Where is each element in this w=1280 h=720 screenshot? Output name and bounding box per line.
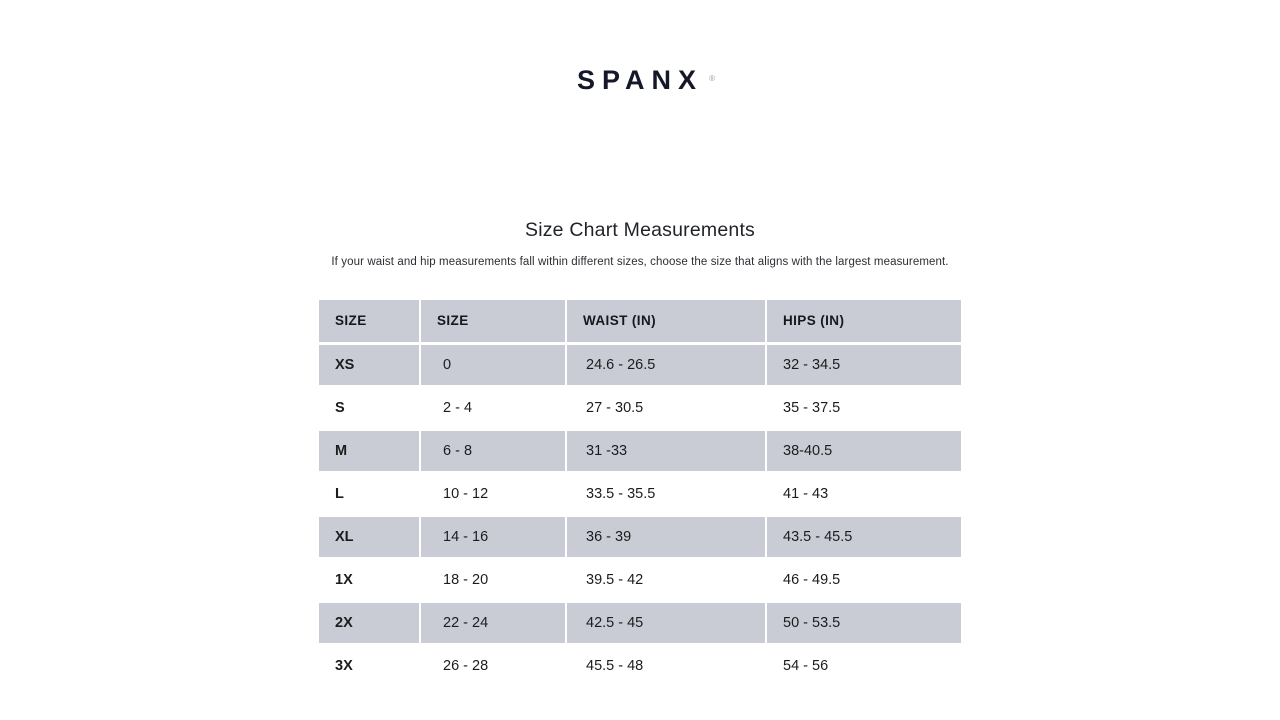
header-waist: WAIST (IN) xyxy=(566,300,766,343)
size-range-cell: 6 - 8 xyxy=(420,429,566,472)
table-row xyxy=(319,472,961,515)
header-size-range: SIZE xyxy=(420,300,566,343)
table-row xyxy=(319,644,961,687)
size-range-cell: 14 - 16 xyxy=(420,515,566,558)
hips-cell: 35 - 37.5 xyxy=(766,386,961,429)
size-label-cell: 3X xyxy=(319,644,420,687)
registered-trademark-icon: ® xyxy=(709,74,716,83)
brand-logo xyxy=(576,64,716,96)
waist-cell: 27 - 30.5 xyxy=(566,386,766,429)
size-range-cell: 18 - 20 xyxy=(420,558,566,601)
waist-cell: 24.6 - 26.5 xyxy=(566,343,766,386)
header-hips: HIPS (IN) xyxy=(766,300,961,343)
hips-cell: 41 - 43 xyxy=(766,472,961,515)
hips-cell: 32 - 34.5 xyxy=(766,343,961,386)
table-row xyxy=(319,343,961,386)
waist-cell: 45.5 - 48 xyxy=(566,644,766,687)
waist-cell: 31 -33 xyxy=(566,429,766,472)
table-row xyxy=(319,515,961,558)
size-range-cell: 0 xyxy=(420,343,566,386)
table-header-row xyxy=(319,300,961,343)
waist-cell: 36 - 39 xyxy=(566,515,766,558)
waist-cell: 39.5 - 42 xyxy=(566,558,766,601)
size-chart-table xyxy=(319,300,961,689)
page-title: Size Chart Measurements xyxy=(524,219,756,241)
size-label-cell: XL xyxy=(319,515,420,558)
waist-cell: 42.5 - 45 xyxy=(566,601,766,644)
size-range-cell: 2 - 4 xyxy=(420,386,566,429)
hips-cell: 46 - 49.5 xyxy=(766,558,961,601)
brand-logo-text: SPANX xyxy=(576,65,704,95)
hips-cell: 54 - 56 xyxy=(766,644,961,687)
size-range-cell: 26 - 28 xyxy=(420,644,566,687)
page-subtitle: If your waist and hip measurements fall within different sizes, choose the size that aligns with the largest measurement. xyxy=(331,256,949,268)
table-row xyxy=(319,601,961,644)
table-row xyxy=(319,386,961,429)
size-label-cell: 2X xyxy=(319,601,420,644)
size-range-cell: 22 - 24 xyxy=(420,601,566,644)
size-label-cell: M xyxy=(319,429,420,472)
hips-cell: 43.5 - 45.5 xyxy=(766,515,961,558)
size-range-cell: 10 - 12 xyxy=(420,472,566,515)
table-row xyxy=(319,429,961,472)
hips-cell: 38-40.5 xyxy=(766,429,961,472)
size-label-cell: S xyxy=(319,386,420,429)
header-size-label: SIZE xyxy=(319,300,420,343)
hips-cell: 50 - 53.5 xyxy=(766,601,961,644)
size-label-cell: 1X xyxy=(319,558,420,601)
size-label-cell: XS xyxy=(319,343,420,386)
size-label-cell: L xyxy=(319,472,420,515)
table-row xyxy=(319,558,961,601)
waist-cell: 33.5 - 35.5 xyxy=(566,472,766,515)
size-chart-section xyxy=(319,217,961,689)
header xyxy=(0,0,1280,96)
